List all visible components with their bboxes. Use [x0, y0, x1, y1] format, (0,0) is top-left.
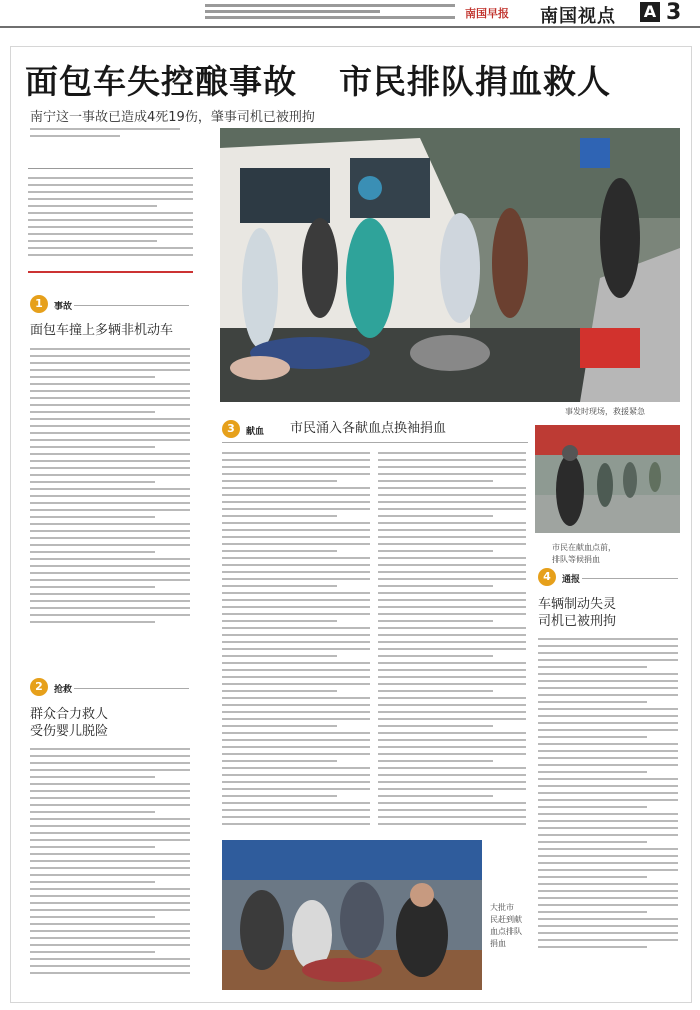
- section-3-body-col2: [378, 452, 526, 830]
- section-2-title-line1: 群众合力救人: [30, 707, 109, 722]
- section-4-badge: 4: [538, 568, 556, 586]
- byline: [30, 128, 190, 142]
- section-2-title-line2: 受伤婴儿脱险: [30, 724, 109, 739]
- section-3-body-col1: [222, 452, 370, 830]
- section-2-tag: 抢救: [54, 685, 73, 695]
- section-4-title-line1: 车辆制动失灵: [538, 597, 617, 612]
- donation-hall-photo: [222, 840, 482, 990]
- section-1-tag: 事故: [54, 302, 73, 312]
- page-letter: A: [640, 2, 660, 22]
- page-number: 3: [666, 0, 682, 25]
- section-4-divider: [582, 578, 678, 579]
- section-3-badge: 3: [222, 420, 240, 438]
- masthead-date-info: [205, 4, 455, 20]
- section-1-badge: 1: [30, 295, 48, 313]
- section-1-title: 面包车撞上多辆非机动车: [30, 323, 174, 338]
- bottom-photo-caption-3: 血点排队: [490, 927, 522, 936]
- section-3-title: 市民涌入各献血点换袖捐血: [290, 421, 447, 436]
- queue-illustration: [535, 425, 680, 533]
- donation-hall-illustration: [222, 840, 482, 990]
- subheadline: 南宁这一事故已造成4死19伤，肇事司机已被刑拘: [30, 110, 315, 125]
- side-photo-caption-2: 排队等候捐血: [552, 555, 600, 564]
- section-4-body: [538, 638, 678, 953]
- blood-donation-queue-photo: [535, 425, 680, 533]
- masthead: [0, 0, 700, 28]
- headline-right: 市民排队捐血救人: [339, 62, 611, 101]
- bottom-photo-caption-4: 捐血: [490, 939, 506, 948]
- headline-left: 面包车失控酿事故: [25, 62, 297, 101]
- section-3-divider: [222, 442, 528, 443]
- lead-summary: [28, 168, 193, 273]
- newspaper-logo: 南国早报: [465, 7, 509, 20]
- bottom-photo-caption-2: 民赶到献: [490, 915, 522, 924]
- section-4-tag: 通报: [562, 575, 581, 585]
- page-headline: [25, 56, 611, 103]
- accident-scene-photo: [220, 128, 680, 402]
- bottom-photo-caption-1: 大批市: [490, 903, 514, 912]
- section-2-divider: [74, 688, 189, 689]
- section-4-title-line2: 司机已被刑拘: [538, 614, 617, 629]
- side-photo-caption-1: 市民在献血点前，: [552, 543, 616, 552]
- section-2-body: [30, 748, 190, 979]
- section-3-tag: 献血: [246, 427, 265, 437]
- section-2-badge: 2: [30, 678, 48, 696]
- section-title: 南国视点: [540, 6, 616, 27]
- main-photo-caption: 事发时现场，救援紧急: [565, 407, 645, 416]
- section-1-body: [30, 348, 190, 628]
- section-1-divider: [74, 305, 189, 306]
- accident-scene-illustration: [220, 128, 680, 402]
